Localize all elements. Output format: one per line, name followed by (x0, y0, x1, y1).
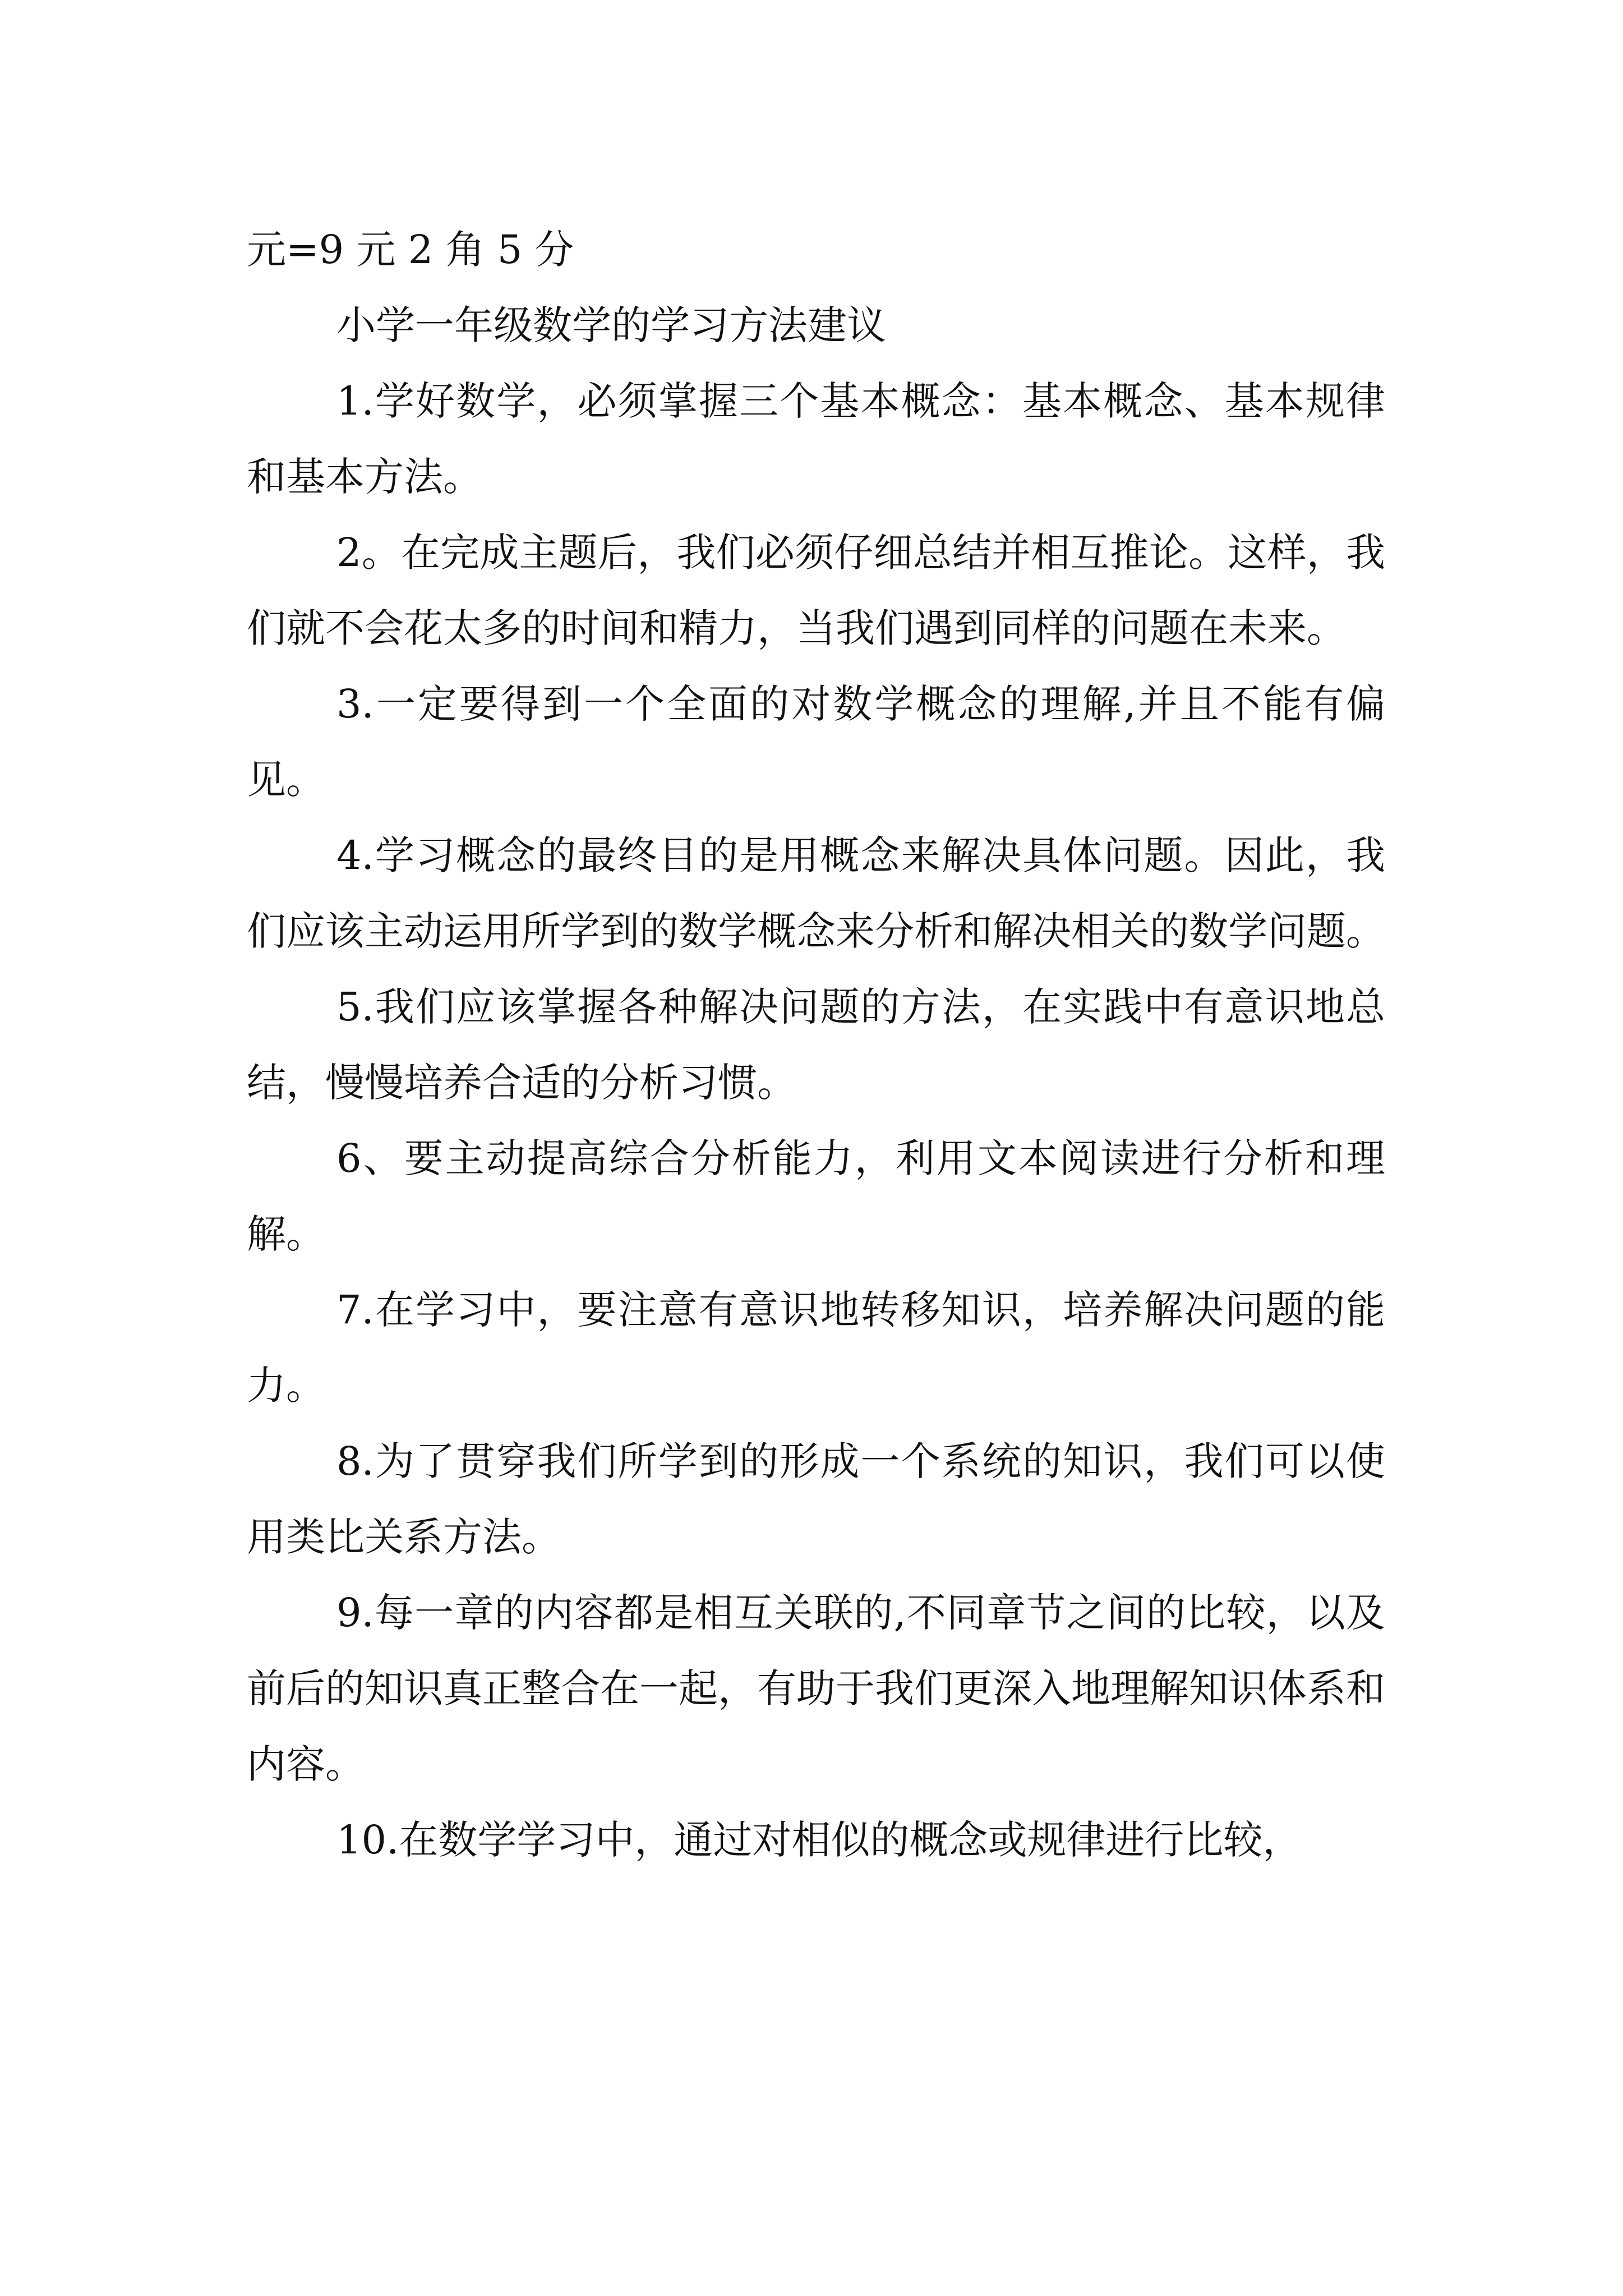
list-item: 8.为了贯穿我们所学到的形成一个系统的知识，我们可以使用类比关系方法。 (247, 1438, 1385, 1560)
list-item: 3.一定要得到一个全面的对数学概念的理解,并且不能有偏见。 (247, 681, 1385, 803)
list-item: 6、要主动提高综合分析能力，利用文本阅读进行分析和理解。 (247, 1135, 1385, 1257)
list-item: 9.每一章的内容都是相互关联的,不同章节之间的比较，以及前后的知识真正整合在一起，有助于我们更深入地理解知识体系和内容。 (247, 1590, 1385, 1787)
list-item: 4.学习概念的最终目的是用概念来解决具体问题。因此，我们应该主动运用所学到的数学概念来分析和解决相关的数学问题。 (247, 832, 1385, 954)
list-item: 1.学好数学，必须掌握三个基本概念：基本概念、基本规律和基本方法。 (247, 378, 1385, 500)
list-item: 10.在数学学习中，通过对相似的概念或规律进行比较， (336, 1817, 1302, 1863)
list-item: 2。在完成主题后，我们必须仔细总结并相互推论。这样，我们就不会花太多的时间和精力，当我们遇到同样的问题在未来。 (247, 530, 1385, 651)
document-body (247, 212, 1385, 1878)
list-item: 7.在学习中，要注意有意识地转移知识，培养解决问题的能力。 (247, 1287, 1385, 1409)
list-item: 5.我们应该掌握各种解决问题的方法，在实践中有意识地总结，慢慢培养合适的分析习惯。 (247, 984, 1385, 1106)
section-heading: 小学一年级数学的学习方法建议 (336, 302, 886, 348)
lead-line: 元=9 元 2 角 5 分 (247, 227, 574, 273)
